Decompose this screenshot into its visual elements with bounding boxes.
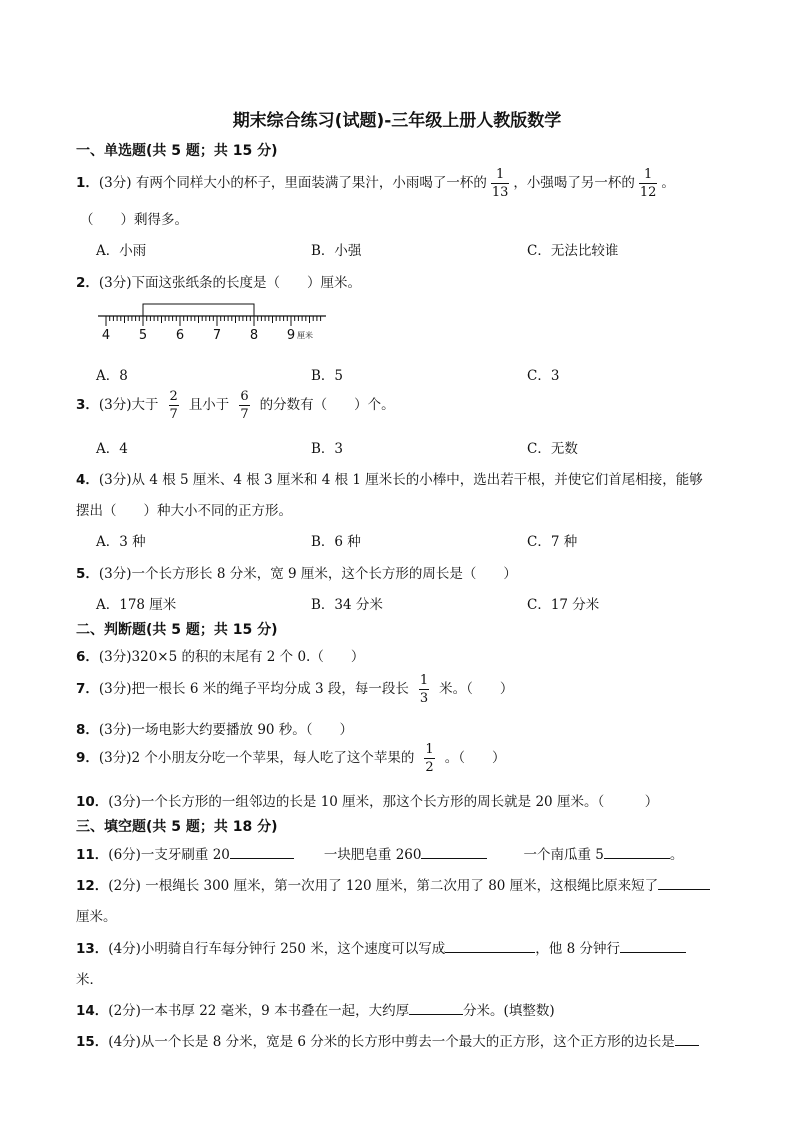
- ruler-label: 5: [138, 328, 148, 343]
- fraction: $\frac{1}{12}$: [639, 167, 657, 200]
- question-score: (4分): [108, 941, 141, 957]
- question-score: (6分): [108, 847, 141, 863]
- question-7: [76, 674, 513, 705]
- question-score: (3分): [98, 722, 132, 738]
- option-a[interactable]: A．3 种: [96, 534, 146, 550]
- ruler-figure: [98, 300, 328, 346]
- answer-blank[interactable]: [230, 846, 294, 859]
- option-c[interactable]: C．无数: [527, 441, 578, 457]
- answer-blank[interactable]: [658, 877, 710, 890]
- question-number: 2．: [76, 275, 99, 291]
- question-2: [76, 271, 361, 291]
- option-b[interactable]: B．6 种: [311, 534, 361, 550]
- question-number: 13．: [76, 941, 109, 957]
- question-score: (3分): [98, 649, 132, 665]
- question-4: [76, 468, 703, 488]
- question-9: [76, 743, 505, 774]
- option-c[interactable]: C．17 分米: [527, 597, 600, 613]
- question-text: 米。（ ）: [439, 681, 514, 697]
- option-a[interactable]: A．小雨: [96, 243, 147, 259]
- question-8: [76, 718, 353, 738]
- answer-blank[interactable]: [604, 846, 670, 859]
- answer-blank[interactable]: [445, 940, 535, 953]
- question-15: [76, 1030, 699, 1050]
- ruler-label: 9: [286, 328, 296, 343]
- question-number: 4．: [76, 472, 99, 488]
- question-text: 。: [669, 847, 684, 863]
- question-number: 7．: [76, 681, 99, 697]
- question-text: 下面这张纸条的长度是（ ）厘米。: [131, 275, 362, 291]
- question-3: [76, 390, 395, 421]
- ruler-label: 4: [101, 328, 111, 343]
- question-text: 。: [661, 175, 675, 191]
- ruler-unit: 厘米: [297, 331, 313, 340]
- question-12: [76, 874, 710, 894]
- question-score: (3分): [98, 275, 132, 291]
- option-b[interactable]: B．3: [311, 441, 344, 457]
- question-number: 15．: [76, 1034, 109, 1050]
- fraction: $\frac{1}{3}$: [419, 673, 429, 706]
- question-number: 11．: [76, 847, 109, 863]
- option-b[interactable]: B．34 分米: [311, 597, 383, 613]
- question-score: (3分): [98, 175, 132, 191]
- question-text: 从一个长是 8 分米，宽是 6 分米的长方形中剪去一个最大的正方形，这个正方形的边长是: [140, 1034, 675, 1050]
- page-title: 期末综合练习(试题)-三年级上册人教版数学: [232, 111, 562, 131]
- question-score: (3分): [98, 750, 132, 766]
- question-11: [76, 843, 683, 863]
- question-number: 1．: [76, 175, 99, 191]
- question-text: 一块肥皂重 260: [323, 847, 422, 863]
- question-text-line2: 米．: [76, 972, 103, 988]
- question-number: 12．: [76, 878, 109, 894]
- question-text: 一场电影大约要播放 90 秒。（ ）: [131, 722, 354, 738]
- option-b[interactable]: B．小强: [311, 243, 362, 259]
- option-b[interactable]: B．5: [311, 368, 344, 384]
- section-heading-true-false: 二、判断题(共 5 题；共 15 分): [76, 622, 278, 638]
- question-text: 从 4 根 5 厘米、4 根 3 厘米和 4 根 1 厘米长的小棒中，选出若干根，并使它们首尾相接，能够: [131, 472, 703, 488]
- question-text: 大于: [131, 397, 159, 413]
- question-text: 一个长方形长 8 分米，宽 9 厘米，这个长方形的周长是（ ）: [131, 566, 517, 582]
- option-c[interactable]: C．无法比较谁: [527, 243, 619, 259]
- ruler-label: 8: [249, 328, 259, 343]
- option-c[interactable]: C．3: [527, 368, 560, 384]
- question-number: 10．: [76, 794, 109, 810]
- answer-blank[interactable]: [409, 1002, 463, 1015]
- ruler-label: 7: [212, 328, 222, 343]
- question-number: 14．: [76, 1003, 109, 1019]
- question-5: [76, 562, 517, 582]
- answer-blank[interactable]: [421, 846, 487, 859]
- question-text: 一本书厚 22 毫米，9 本书叠在一起，大约厚: [140, 1003, 410, 1019]
- fraction: $\frac{2}{7}$: [169, 389, 178, 422]
- option-a[interactable]: A．8: [96, 368, 128, 384]
- question-6: [76, 645, 364, 665]
- answer-blank[interactable]: [675, 1033, 699, 1046]
- question-text: 2 个小朋友分吃一个苹果，每人吃了这个苹果的: [131, 750, 415, 766]
- question-text: 一支牙刷重 20: [140, 847, 230, 863]
- question-text: 有两个同样大小的杯子，里面装满了果汁，小雨喝了一杯的: [131, 175, 487, 191]
- question-text: 320×5 的积的末尾有 2 个 0.（ ）: [131, 649, 365, 665]
- question-score: (3分): [98, 397, 132, 413]
- question-text: ，小强喝了另一杯的: [513, 175, 635, 191]
- question-number: 6．: [76, 649, 99, 665]
- question-score: (4分): [108, 1034, 141, 1050]
- question-score: (2分): [108, 878, 141, 894]
- option-a[interactable]: A．4: [96, 441, 128, 457]
- question-1: [76, 168, 675, 199]
- fraction: $\frac{1}{13}$: [491, 167, 509, 200]
- question-text: 分米。(填整数): [463, 1003, 555, 1019]
- question-text: 小明骑自行车每分钟行 250 米，这个速度可以写成: [140, 941, 446, 957]
- question-text: 一根绳长 300 厘米，第一次用了 120 厘米，第二次用了 80 厘米，这根绳比原来短了: [140, 878, 659, 894]
- question-score: (3分): [98, 566, 132, 582]
- question-text: ，他 8 分钟行: [535, 941, 620, 957]
- question-14: [76, 999, 555, 1019]
- question-number: 3．: [76, 397, 99, 413]
- paper-strip: [143, 304, 254, 316]
- question-text: 一个南瓜重 5: [523, 847, 604, 863]
- question-text: 。（ ）: [444, 750, 506, 766]
- question-text: 的分数有（ ）个。: [259, 397, 395, 413]
- question-text-line2: 摆出（ ）种大小不同的正方形。: [76, 503, 292, 519]
- question-number: 5．: [76, 566, 99, 582]
- question-13: [76, 937, 686, 957]
- answer-blank[interactable]: [620, 940, 686, 953]
- option-a[interactable]: A．178 厘米: [96, 597, 177, 613]
- section-heading-fill-blank: 三、填空题(共 5 题；共 18 分): [76, 819, 278, 835]
- question-text: 且小于: [188, 397, 230, 413]
- question-score: (2分): [108, 1003, 141, 1019]
- option-c[interactable]: C．7 种: [527, 534, 578, 550]
- fraction: $\frac{1}{2}$: [425, 742, 434, 775]
- question-number: 8．: [76, 722, 99, 738]
- question-score: (3分): [98, 472, 132, 488]
- question-score: (3分): [108, 794, 141, 810]
- fraction: $\frac{6}{7}$: [240, 389, 249, 422]
- question-text: 一个长方形的一组邻边的长是 10 厘米，那这个长方形的周长就是 20 厘米。（ ）: [140, 794, 659, 810]
- question-10: [76, 790, 658, 810]
- question-text: 把一根长 6 米的绳子平均分成 3 段，每一段长: [131, 681, 409, 697]
- question-score: (3分): [98, 681, 132, 697]
- ruler-label: 6: [175, 328, 185, 343]
- question-text-line2: 厘米。: [76, 909, 117, 925]
- question-number: 9．: [76, 750, 99, 766]
- question-text-line2: （ ）剩得多。: [80, 212, 188, 228]
- section-heading-single-choice: 一、单选题(共 5 题；共 15 分): [76, 143, 278, 159]
- ruler-ticks: [106, 316, 321, 326]
